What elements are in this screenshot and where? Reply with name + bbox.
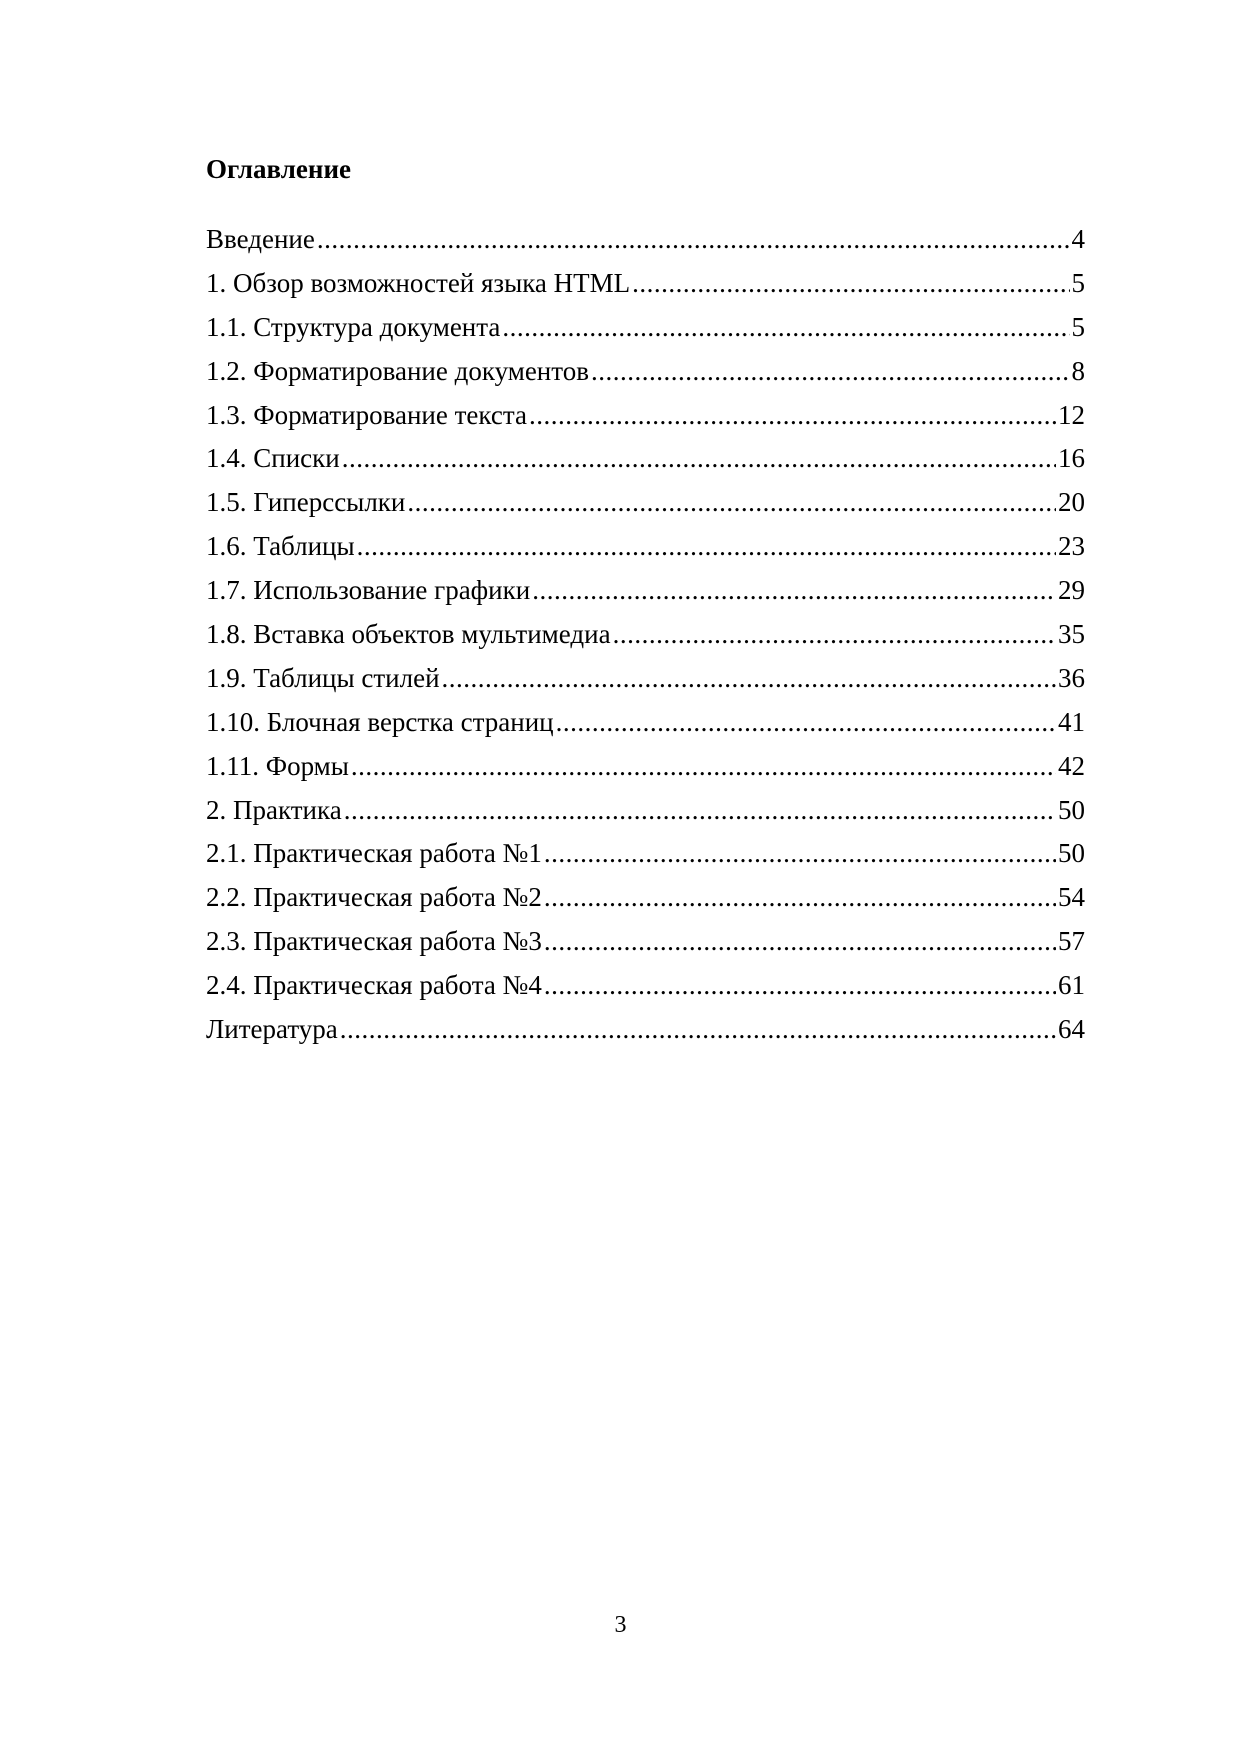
- toc-entry-page: 5: [1071, 267, 1085, 298]
- dot-leader: [344, 788, 1056, 832]
- toc-entry: [206, 393, 1085, 437]
- toc-entry-title: 1.4. Списки: [206, 443, 340, 474]
- toc-entry: [206, 480, 1085, 524]
- dot-leader: [544, 919, 1056, 963]
- toc-entry: [206, 700, 1085, 744]
- toc-entry-title: 1.9. Таблицы стилей: [206, 662, 440, 693]
- toc-entry-title: 2. Практика: [206, 794, 342, 825]
- dot-leader: [442, 656, 1056, 700]
- toc-entry: [206, 656, 1085, 700]
- toc-entry-page: 5: [1071, 311, 1085, 342]
- toc-entry-title: 1.3. Форматирование текста: [206, 399, 527, 430]
- toc-entry: [206, 744, 1085, 788]
- dot-leader: [357, 524, 1056, 568]
- dot-leader: [340, 1007, 1056, 1051]
- toc-entry: [206, 217, 1085, 261]
- dot-leader: [532, 568, 1056, 612]
- toc-entry-title: 1.8. Вставка объектов мультимедиа: [206, 619, 611, 650]
- dot-leader: [613, 612, 1056, 656]
- toc-entry-title: 1.2. Форматирование документов: [206, 355, 589, 386]
- toc-entry-title: 2.2. Практическая работа №2: [206, 882, 542, 913]
- toc-entry-page: 61: [1058, 970, 1085, 1001]
- toc-entry-page: 50: [1058, 838, 1085, 869]
- toc-entry-page: 29: [1058, 575, 1085, 606]
- toc-entry: [206, 305, 1085, 349]
- toc-entry: [206, 436, 1085, 480]
- toc-entry-title: 1.10. Блочная верстка страниц: [206, 706, 554, 737]
- toc-entry: [206, 788, 1085, 832]
- dot-leader: [544, 963, 1056, 1007]
- toc-entry-title: 2.3. Практическая работа №3: [206, 926, 542, 957]
- dot-leader: [591, 349, 1070, 393]
- dot-leader: [317, 217, 1070, 261]
- toc-entry-page: 42: [1058, 750, 1085, 781]
- toc-entry: [206, 349, 1085, 393]
- toc-entry: [206, 612, 1085, 656]
- toc-entry: [206, 831, 1085, 875]
- toc-entry-title: 1.5. Гиперссылки: [206, 487, 406, 518]
- page-number: 3: [614, 1612, 627, 1638]
- dot-leader: [502, 305, 1069, 349]
- toc-entry-page: 23: [1058, 531, 1085, 562]
- toc-entry-title: 1.11. Формы: [206, 750, 349, 781]
- toc-entry: [206, 919, 1085, 963]
- dot-leader: [556, 700, 1056, 744]
- dot-leader: [529, 393, 1056, 437]
- toc-entry-page: 16: [1058, 443, 1085, 474]
- toc-entry-page: 4: [1071, 224, 1085, 254]
- toc-entry: [206, 1007, 1085, 1051]
- toc-entry: [206, 875, 1085, 919]
- dot-leader: [407, 480, 1056, 524]
- toc-entry: [206, 524, 1085, 568]
- toc-entry-page: 54: [1058, 882, 1085, 913]
- toc-entry-title: Введение: [206, 224, 315, 254]
- toc-list: [206, 217, 1085, 1051]
- toc-entry-page: 12: [1058, 399, 1085, 430]
- toc-entry-page: 36: [1058, 662, 1085, 693]
- toc-entry-title: 1.1. Структура документа: [206, 311, 501, 342]
- toc-entry-page: 8: [1071, 355, 1085, 386]
- toc-entry-page: 64: [1058, 1014, 1085, 1045]
- toc-entry-title: 1.6. Таблицы: [206, 531, 355, 562]
- toc-entry-page: 20: [1058, 487, 1085, 518]
- toc-entry: [206, 568, 1085, 612]
- toc-entry-page: 57: [1058, 926, 1085, 957]
- dot-leader: [351, 744, 1056, 788]
- toc-entry-title: Литература: [206, 1014, 338, 1045]
- toc-heading: Оглавление: [206, 154, 351, 184]
- toc-entry-page: 41: [1058, 706, 1085, 737]
- toc-entry-page: 50: [1058, 794, 1085, 825]
- toc-entry: [206, 261, 1085, 305]
- dot-leader: [544, 831, 1056, 875]
- toc-entry-page: 35: [1058, 619, 1085, 650]
- toc-entry-title: 1. Обзор возможностей языка HTML: [206, 267, 631, 298]
- toc-entry-title: 1.7. Использование графики: [206, 575, 531, 606]
- dot-leader: [544, 875, 1056, 919]
- toc-entry-title: 2.4. Практическая работа №4: [206, 970, 542, 1001]
- dot-leader: [342, 436, 1056, 480]
- dot-leader: [632, 261, 1069, 305]
- toc-entry: [206, 963, 1085, 1007]
- toc-entry-title: 2.1. Практическая работа №1: [206, 838, 542, 869]
